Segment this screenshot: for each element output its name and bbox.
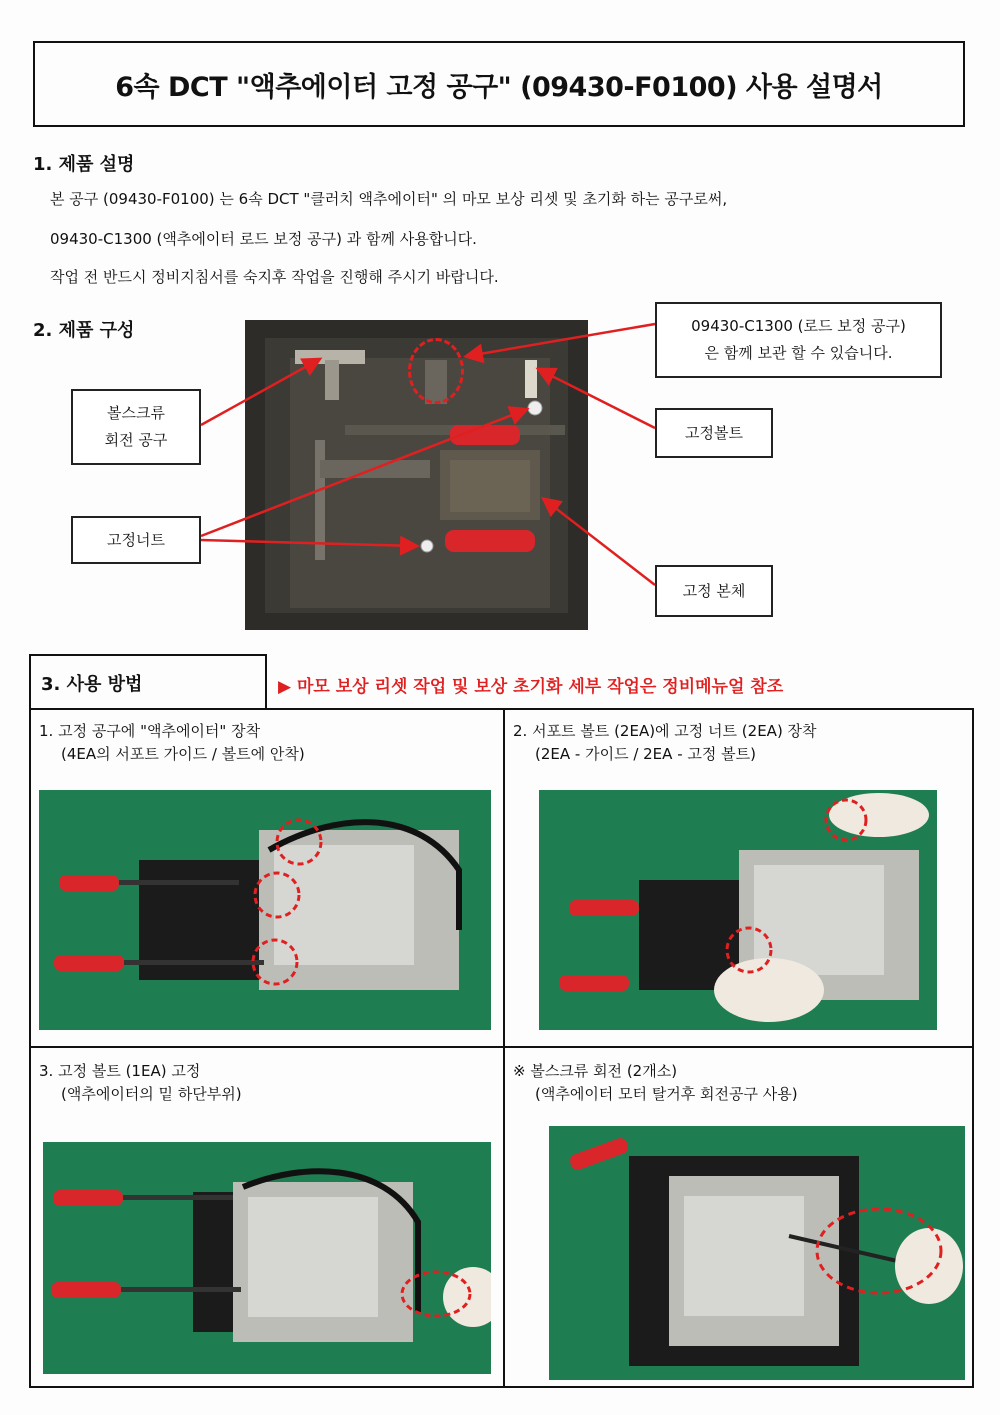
page-title: 6속 DCT "액추에이터 고정 공구" (09430-F0100) 사용 설명서 — [33, 41, 965, 127]
section2-heading: 2. 제품 구성 — [33, 320, 135, 341]
step4-line2: (액추에이터 모터 탈거후 회전공구 사용) — [535, 1085, 798, 1104]
step4-text — [513, 1060, 798, 1107]
section1-heading: 1. 제품 설명 — [33, 154, 135, 175]
step1-photo — [39, 790, 491, 1030]
steps-grid — [29, 708, 974, 1388]
step3-photo-illustration — [43, 1142, 491, 1374]
step1-line1: 1. 고정 공구에 "액추에이터" 장착 — [39, 722, 261, 740]
section1-line-1: 본 공구 (09430-F0100) 는 6속 DCT "클러치 액추에이터" 의 마모 보상 리셋 및 초기화 하는 공구로써, — [50, 190, 728, 208]
step1-photo-illustration — [39, 790, 491, 1030]
callout-rod-tool-line2: 은 함께 보관 할 수 있습니다. — [704, 344, 893, 362]
section3-note: ▶ 마모 보상 리셋 작업 및 보상 초기화 세부 작업은 정비메뉴얼 참조 — [278, 677, 784, 697]
callout-rod-tool — [655, 302, 942, 378]
section1-line-3: 작업 전 반드시 정비지침서를 숙지후 작업을 진행해 주시기 바랍니다. — [50, 268, 499, 286]
step2-photo-illustration — [539, 790, 937, 1030]
step3-text — [39, 1060, 242, 1107]
callout-fixing-nut-label: 고정너트 — [107, 530, 165, 549]
section1-line-2: 09430-C1300 (액추에이터 로드 보정 공구) 과 함께 사용합니다. — [50, 230, 477, 248]
callout-fixing-bolt — [655, 408, 773, 458]
callout-fixing-body-label: 고정 본체 — [682, 581, 746, 600]
step2-photo — [539, 790, 937, 1030]
step2-text — [513, 720, 817, 767]
section3-heading: 3. 사용 방법 — [29, 654, 267, 710]
callout-fixing-body — [655, 565, 773, 617]
step2-line1: 2. 서포트 볼트 (2EA)에 고정 너트 (2EA) 장착 — [513, 722, 817, 740]
step3-line1: 3. 고정 볼트 (1EA) 고정 — [39, 1062, 201, 1080]
callout-ballscrew-tool — [71, 389, 201, 465]
step2-line2: (2EA - 가이드 / 2EA - 고정 볼트) — [535, 745, 756, 764]
step3-line2: (액추에이터의 밑 하단부위) — [61, 1085, 242, 1104]
step1-text — [39, 720, 305, 767]
callout-fixing-nut — [71, 516, 201, 564]
callout-ballscrew-line1: 볼스크류 — [107, 404, 165, 422]
callout-rod-tool-line1: 09430-C1300 (로드 보정 공구) — [691, 317, 906, 335]
rod-tool-highlight — [408, 338, 464, 404]
callout-ballscrew-line2: 회전 공구 — [104, 431, 168, 449]
step4-photo — [549, 1126, 965, 1380]
step4-line1: ※ 볼스크류 회전 (2개소) — [513, 1062, 678, 1080]
step3-photo — [43, 1142, 491, 1374]
grid-vertical-divider — [503, 710, 505, 1386]
grid-horizontal-divider — [31, 1046, 972, 1048]
step1-line2: (4EA의 서포트 가이드 / 볼트에 안착) — [61, 745, 305, 764]
step4-photo-illustration — [549, 1126, 965, 1380]
callout-fixing-bolt-label: 고정볼트 — [685, 423, 743, 442]
